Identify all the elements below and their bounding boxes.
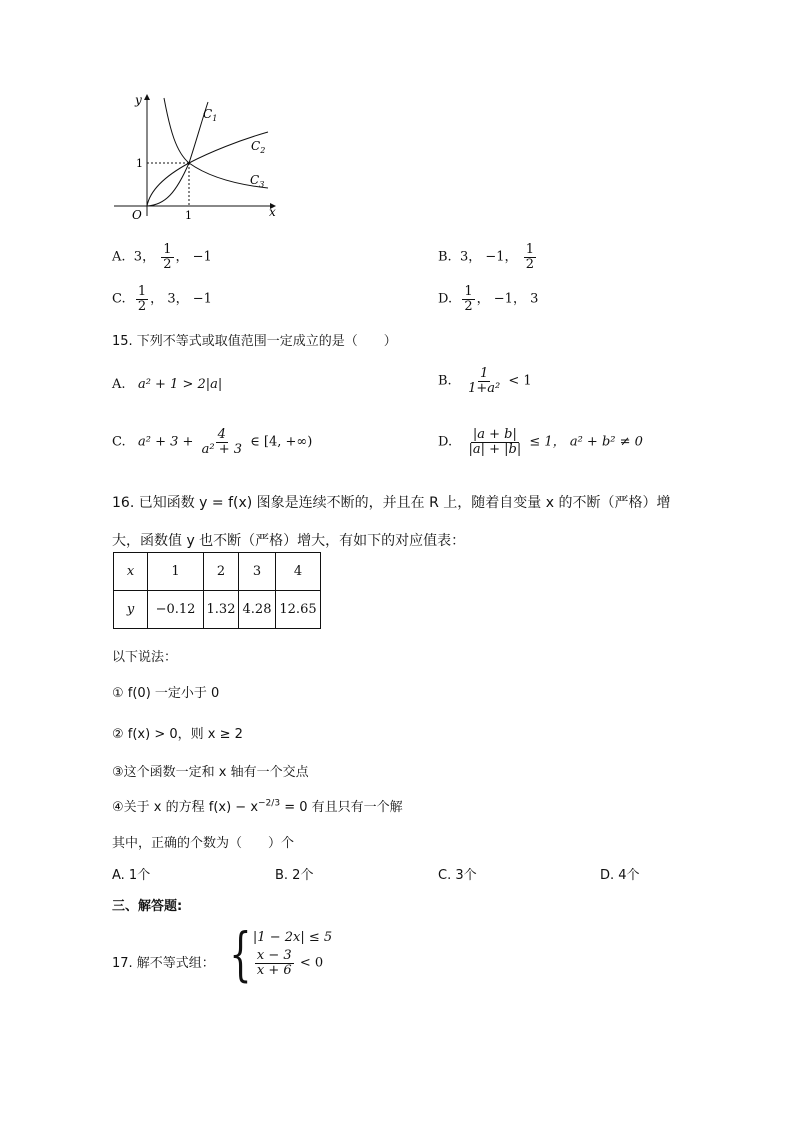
q16-statement-2: ② f(x) > 0，则 x ≥ 2 <box>112 727 243 742</box>
fraction: $\frac{1}{2}$ <box>464 284 473 314</box>
tick-label-y1: 1 <box>136 157 143 170</box>
expression: ≤ 1， a² + b² ≠ 0 <box>529 434 643 450</box>
table-cell: 12.65 <box>276 591 321 629</box>
q16-intro: 以下说法： <box>112 650 178 665</box>
q16-statement-1: ① f(0) 一定小于 0 <box>112 686 220 701</box>
q17-system <box>222 920 333 988</box>
function-graph <box>110 90 280 220</box>
q16-option-d[interactable]: D. 4个 <box>600 868 640 883</box>
fraction: $\frac{1}{\text{1+a²}}$ <box>468 366 501 396</box>
table-cell: 4 <box>276 553 321 591</box>
table-cell: −0.12 <box>148 591 204 629</box>
q14-option-d[interactable]: D. $\frac{1}{2}$ ， −1， 3 <box>438 284 539 314</box>
option-letter: A. <box>112 377 126 392</box>
table-row <box>114 591 321 629</box>
expression: a² + 3 + <box>138 434 194 450</box>
option-letter: C. <box>112 291 126 307</box>
fraction: $\frac{1}{2}$ <box>163 242 172 272</box>
expression: a² + 1 > 2|a| <box>137 377 223 392</box>
inequality-2: $\frac{x - 3}{x + 6}$ < 0 <box>256 948 324 978</box>
q14-option-b[interactable]: B. 3， −1， $\frac{1}{2}$ <box>438 242 534 272</box>
value-table <box>113 552 321 629</box>
origin-label: O <box>132 208 142 220</box>
option-letter: D. <box>438 291 453 307</box>
tick-label-x1: 1 <box>185 209 192 220</box>
q14-option-a[interactable]: A. 3， $\frac{1}{2}$ ， −1 <box>112 242 212 272</box>
q15-stem: 15. 下列不等式或取值范围一定成立的是（ ） <box>112 334 397 349</box>
q16-option-a[interactable]: A. 1个 <box>112 868 151 883</box>
table-cell: 4.28 <box>239 591 276 629</box>
fraction: $\frac{1}{2}$ <box>137 284 147 314</box>
x-axis-label: x <box>269 205 276 219</box>
curve-label-c1: $C_1$ <box>203 107 218 123</box>
expression: < 1 <box>508 373 532 389</box>
q15-option-a[interactable] <box>112 377 222 392</box>
value: −1 <box>493 291 513 307</box>
q16-option-b[interactable]: B. 2个 <box>275 868 314 883</box>
expression: ∈ [4, +∞) <box>250 434 313 450</box>
q16-question: 其中，正确的个数为（ ）个 <box>112 836 295 851</box>
value: 3 <box>133 249 143 265</box>
value: −1 <box>192 249 212 265</box>
q15-option-c[interactable] <box>112 428 312 456</box>
curve-label-c3: $C_3$ <box>250 173 265 189</box>
table-header-y: y <box>114 591 148 629</box>
option-letter: A. <box>112 249 126 265</box>
curve-label-c2: $C_2$ <box>251 139 266 155</box>
fraction: $\frac{1}{2}$ <box>525 242 534 272</box>
table-cell: 1.32 <box>204 591 239 629</box>
curve-c2 <box>147 132 268 206</box>
table-header-x: x <box>114 553 148 591</box>
value: −1 <box>485 249 505 265</box>
option-letter: D. <box>438 434 453 450</box>
statement-4-text: ④关于 x 的方程 f(x) − x <box>112 800 259 815</box>
q15-option-d[interactable] <box>438 428 643 456</box>
value: −1 <box>192 291 212 307</box>
q16-stem-line1: 16. 已知函数 y = f(x) 图象是连续不断的，并且在 R 上，随着自变量 x 的不断（严格）增 <box>112 495 671 511</box>
value: 3 <box>167 291 176 307</box>
table-cell: 1 <box>148 553 204 591</box>
exponent: −2/3 <box>258 798 281 809</box>
table-cell: 2 <box>204 553 239 591</box>
q16-option-c[interactable]: C. 3个 <box>438 868 477 883</box>
fraction: $\frac{4}{\text{a² + 3}}$ <box>201 427 242 457</box>
table-cell: 3 <box>239 553 276 591</box>
statement-4-text-end: = 0 有且只有一个解 <box>284 800 403 815</box>
option-letter: B. <box>438 373 452 389</box>
option-letter: C. <box>112 434 126 450</box>
inequality-1: |1 − 2x| ≤ 5 <box>252 930 333 946</box>
brace-icon: { <box>229 920 252 988</box>
value: 3 <box>530 291 539 307</box>
value: 3 <box>459 249 469 265</box>
q17-label: 17. 解不等式组： <box>112 956 215 971</box>
table-row <box>114 553 321 591</box>
q16-statement-3: ③这个函数一定和 x 轴有一个交点 <box>112 765 309 780</box>
fraction: $\frac{|a + b|}{|a| + |b|}$ <box>468 427 522 457</box>
y-axis-label: y <box>135 93 142 107</box>
q14-option-c[interactable]: C. $\frac{1}{2}$ ， 3， −1 <box>112 284 212 314</box>
fraction: $\frac{x - 3}{x + 6}$ <box>256 948 292 978</box>
q15-option-b[interactable] <box>438 367 532 395</box>
y-axis-arrow <box>144 94 150 100</box>
curve-c1 <box>147 102 208 206</box>
q16-stem-line2: 大，函数值 y 也不断（严格）增大，有如下的对应值表： <box>112 533 466 549</box>
section-title: 三、解答题: <box>112 899 183 914</box>
option-letter: B. <box>438 249 452 265</box>
q16-statement-4 <box>112 796 403 815</box>
